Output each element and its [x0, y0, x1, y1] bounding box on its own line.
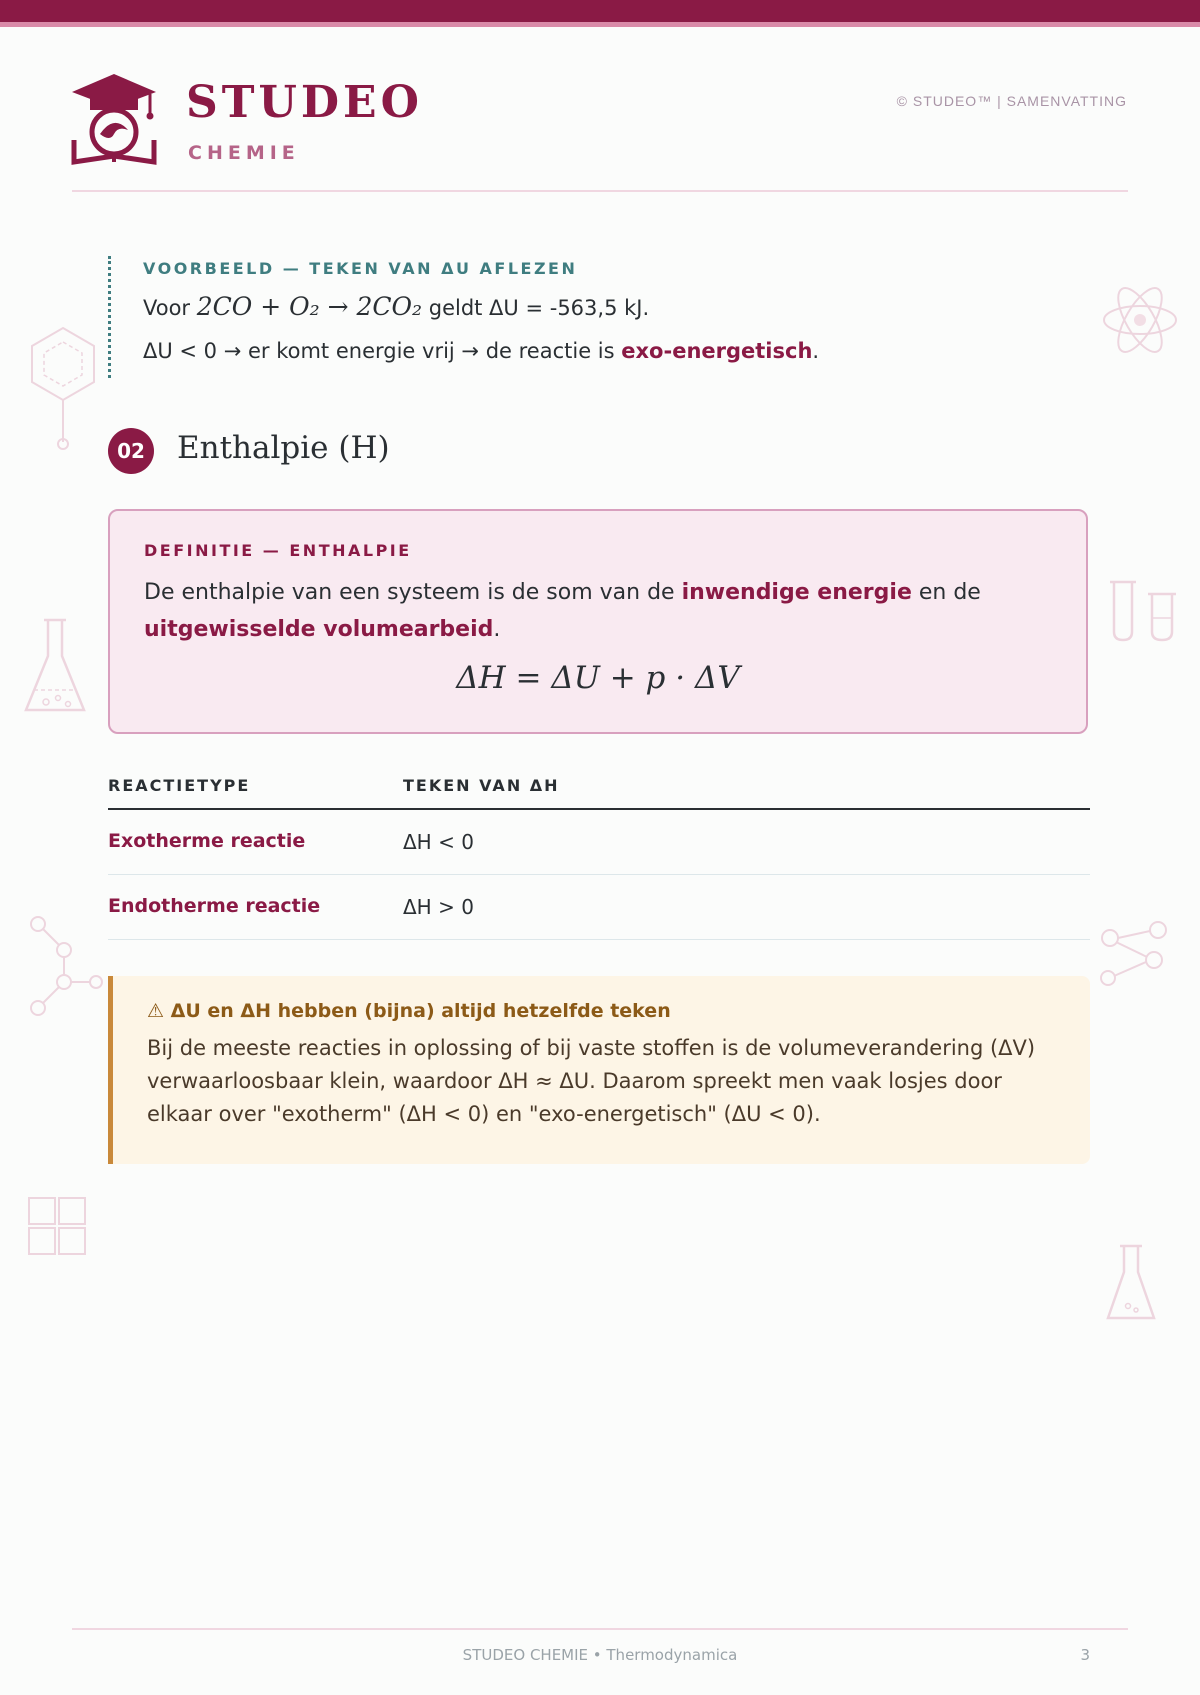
table-cell-type: Endotherme reactie	[108, 895, 321, 917]
example-block	[108, 256, 1043, 378]
example-line-1	[143, 292, 1043, 321]
page-number: 3	[1080, 1646, 1090, 1664]
periodic-table-icon	[27, 1196, 89, 1256]
definition-text-1: De enthalpie van een systeem is de som van de	[144, 580, 675, 605]
warning-text: Bij de meeste reacties in oplossing of bij vaste stoffen is de volumeverandering (ΔV) verwaarloosbaar klein, waardoor ΔH ≈ ΔU. Daarom spreekt men vaak losjes door elkaar over "exotherm" (ΔH < 0) en "exo-energetisch" (ΔU < 0).	[147, 1036, 1036, 1126]
example-line-2	[143, 339, 1043, 363]
header-divider	[72, 190, 1128, 192]
table-cell-type: Exotherme reactie	[108, 830, 306, 852]
footer-divider	[72, 1628, 1128, 1630]
definition-text-3: .	[493, 617, 501, 642]
section-title: Enthalpie (H)	[177, 430, 390, 466]
reaction-type-table	[108, 768, 1090, 940]
example-label: VOORBEELD — TEKEN VAN ΔU AFLEZEN	[143, 259, 578, 278]
reaction-equation: 2CO + O₂ → 2CO₂	[196, 292, 423, 321]
atom-icon	[1100, 282, 1180, 358]
definition-text-2: en de	[918, 580, 981, 605]
table-row	[108, 810, 1090, 875]
graduation-cap-book-icon	[70, 70, 158, 166]
flask-icon	[22, 616, 88, 718]
definition-label: DEFINITIE — ENTHALPIE	[144, 541, 412, 560]
warning-callout	[108, 976, 1090, 1164]
definition-term-2: uitgewisselde volumearbeid	[144, 617, 494, 642]
brand-subject: CHEMIE	[188, 142, 300, 164]
table-cell-sign: ΔH < 0	[403, 830, 474, 854]
warning-title: ⚠ ΔU en ΔH hebben (bijna) altijd hetzelfde teken	[147, 1000, 671, 1022]
definition-term-1: inwendige energie	[681, 580, 912, 605]
top-accent-stripe	[0, 22, 1200, 27]
brand-title: STUDEO	[186, 77, 423, 128]
exo-energetisch-term: exo-energetisch	[621, 339, 813, 363]
enthalpy-formula: ΔH = ΔU + p · ΔV	[456, 660, 740, 696]
example-end: .	[812, 339, 820, 363]
molecule-network-icon	[1098, 918, 1168, 988]
copyright-notice: © STUDEO™ | SAMENVATTING	[896, 93, 1127, 109]
erlenmeyer-flask-icon	[1104, 1242, 1158, 1324]
definition-text	[144, 574, 1052, 648]
example-conclusion: ΔU < 0 → er komt energie vrij → de reactie is	[143, 339, 615, 363]
table-row	[108, 875, 1090, 940]
molecule-bonds-icon	[26, 912, 106, 1020]
table-cell-sign: ΔH > 0	[403, 895, 474, 919]
definition-box	[108, 509, 1088, 734]
top-accent-bar	[0, 0, 1200, 22]
example-prefix: Voor	[143, 296, 191, 320]
table-header-type: REACTIETYPE	[108, 776, 251, 795]
section-number-badge: 02	[108, 428, 154, 474]
table-header-sign: TEKEN VAN ΔH	[403, 776, 560, 795]
test-tubes-icon	[1108, 578, 1180, 644]
example-suffix: geldt ΔU = -563,5 kJ.	[428, 296, 650, 320]
table-header-row	[108, 768, 1090, 810]
footer-text: STUDEO CHEMIE • Thermodynamica	[462, 1646, 738, 1664]
hexagon-molecule-icon	[28, 326, 98, 450]
